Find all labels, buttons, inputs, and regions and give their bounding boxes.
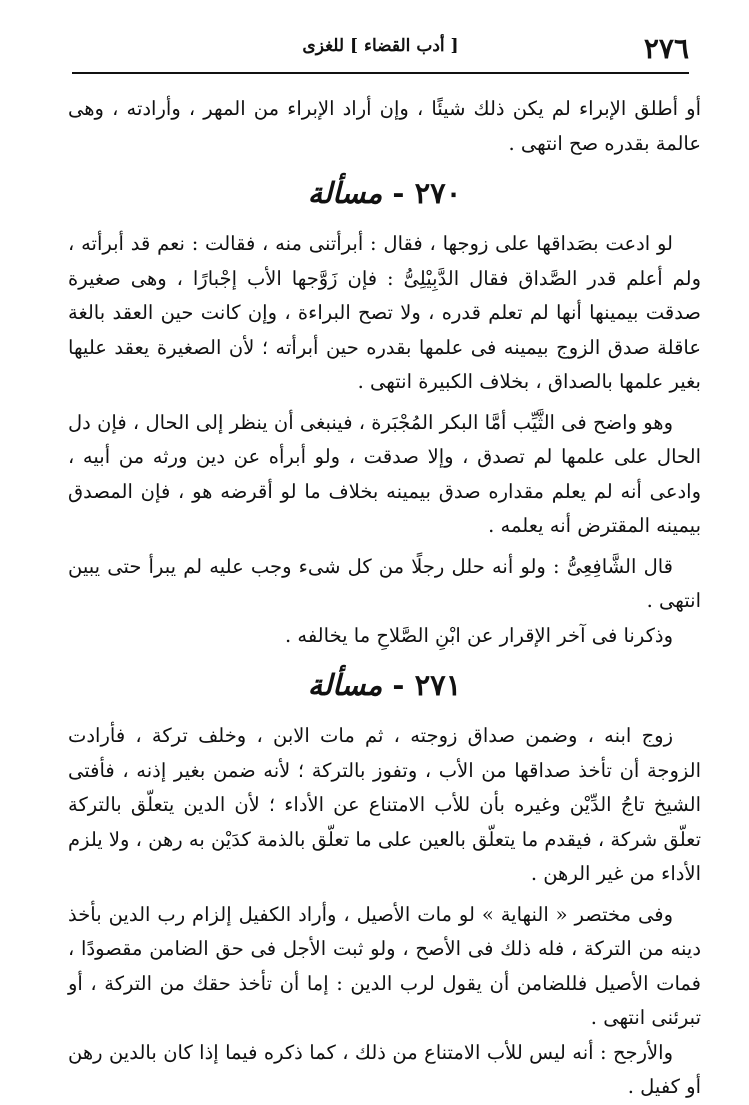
section-number: ٢٧١ - [392, 668, 462, 702]
paragraph-6: زوج ابنه ، وضمن صداق زوجته ، ثم مات الابن ، وخلف تركة ، فأرادت الزوجة أن تأخذ صداقها من الأب ، وتفوز بالتركة ؛ لأنه ضمن بغير إذنه ، فأفتى الشيخ تاجُ الدِّيْن وغيره بأن للأب الامتناع عن الأداء ؛ لأن الدين يتعلّق بالتركة تعلّق شركة ، فيقدم ما يتعلّق بالعين على ما تعلّق بالذمة كدَيْن به رهن ، ولا يلزم الأداء من غير الرهن . [68, 724, 701, 885]
paragraph-8: والأرجح : أنه ليس للأب الامتناع من ذلك ، كما ذكره فيما إذا كان بالدين رهن أو كفيل . [68, 1040, 701, 1098]
section-title: مسألة [307, 668, 383, 702]
paragraph-3: وهو واضح فى الثَّيِّب أمَّا البكر المُجْبَرة ، فينبغى أن ينظر إلى الحال ، فإن دل الحال على علمها لم تصدق ، وإلا صدقت ، ولو أبرأه عن دين ورثه من أبيه ، وادعى أنه لم يعلم مقداره صدق بيمينه بخلاف ما لو أقرضه هو ، فإن المصدق بيمينه المقترض أنه يعلمه . [68, 410, 701, 537]
page-header [72, 28, 689, 70]
running-title: [ أدب القضاء ] للغزى [302, 36, 459, 56]
paragraph-5: وذكرنا فى آخر الإقرار عن ابْنِ الصَّلاحِ ما يخالفه . [284, 623, 673, 647]
section-title: مسألة [307, 176, 383, 210]
paragraph-4: قال الشَّافِعِىُّ : ولو أنه حلل رجلًا من كل شىء وجب عليه لم يبرأ حتى يبين انتهى . [68, 554, 701, 612]
paragraph-7: وفى مختصر « النهاية » لو مات الأصيل ، وأراد الكفيل إلزام رب الدين بأخذ دينه من التركة ، فله ذلك فى الأصح ، ولو ثبت الأجل فى حق الضامن مقصودًا ، فمات الأصيل فللضامن أن يقول لرب الدين : إما أن تأخذ حقك من التركة ، أو تبرئنى انتهى . [68, 902, 701, 1029]
page-body [68, 92, 701, 1105]
paragraph-1: أو أطلق الإبراء لم يكن ذلك شيئًا ، وإن أراد الإبراء من المهر ، وأرادته ، وهى عالمة بقدره صح انتهى . [68, 97, 701, 155]
page-number: ٢٧٦ [643, 32, 689, 65]
header-divider [72, 72, 689, 74]
section-heading-2 [68, 665, 701, 705]
section-heading-1 [68, 173, 701, 213]
paragraph-2: لو ادعت بصَداقها على زوجها ، فقال : أبرأتنى منه ، فقالت : نعم قد أبرأته ، ولم أعلم قدر الصَّداق فقال الدَّبِيْلِىُّ : فإن زَوَّجها الأب إجْبارًا ، وهى صغيرة صدقت بيمينها أنها لم تعلم قدره ، ولا تصح البراءة ، وإن كانت حين العقد بالغة عاقلة صدق الزوج بيمينه فى علمها بقدره حين أبرأته ؛ لأن الصغيرة يعقد عليها بغير علمها بالصداق ، بخلاف الكبيرة انتهى . [68, 232, 701, 393]
section-number: ٢٧٠ - [392, 176, 462, 210]
